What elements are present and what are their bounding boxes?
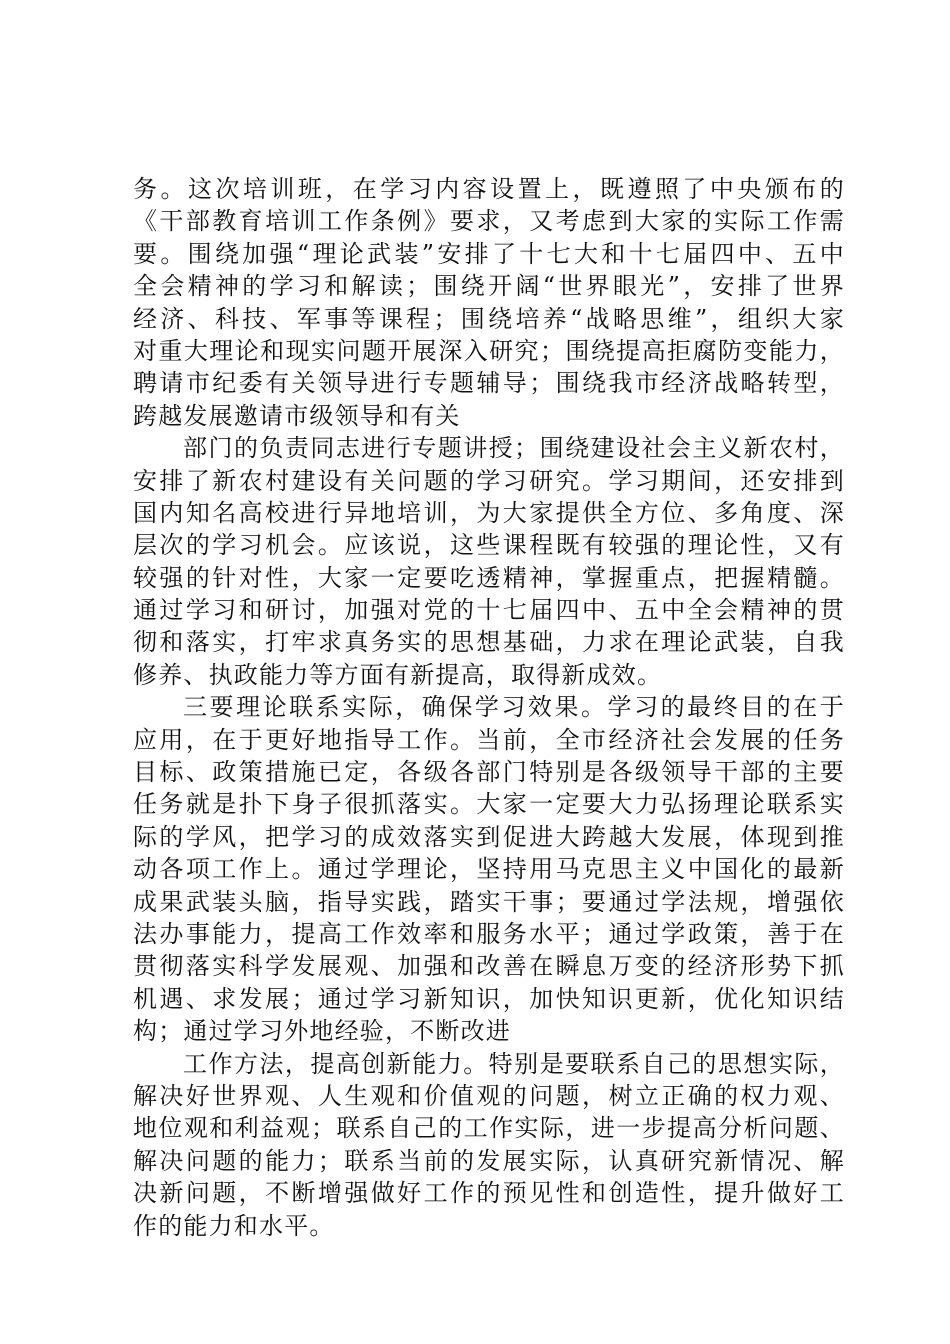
text-line: 贯彻落实科学发展观、加强和改善在瞬息万变的经济形势下抓 — [133, 952, 845, 981]
text-line: 成果武装头脑，指导实践，踏实干事；要通过学法规，增强依 — [133, 887, 845, 916]
text-line: 地位观和利益观；联系自己的工作实际，进一步提高分析问题、 — [133, 1114, 845, 1143]
text-line: 层次的学习机会。应该说，这些课程既有较强的理论性，又有 — [133, 531, 845, 560]
text-line: 部门的负责同志进行专题讲授；围绕建设社会主义新农村， — [183, 434, 845, 463]
body-text — [133, 173, 845, 1242]
text-line: 应用，在于更好地指导工作。当前，全市经济社会发展的任务 — [133, 725, 845, 754]
text-line: 际的学风，把学习的成效落实到促进大跨越大发展，体现到推 — [133, 822, 845, 851]
text-line: 决新问题，不断增强做好工作的预见性和创造性，提升做好工 — [133, 1179, 845, 1208]
text-line: 对重大理论和现实问题开展深入研究；围绕提高拒腐防变能力， — [133, 336, 845, 365]
text-line: 法办事能力，提高工作效率和服务水平；通过学政策，善于在 — [133, 919, 845, 948]
text-line: 要。围绕加强“理论武装”安排了十七大和十七届四中、五中 — [133, 239, 845, 268]
text-line: 较强的针对性，大家一定要吃透精神，掌握重点，把握精髓。 — [133, 563, 845, 592]
text-line: 任务就是扑下身子很抓落实。大家一定要大力弘扬理论联系实 — [133, 790, 845, 819]
text-line: 国内知名高校进行异地培训，为大家提供全方位、多角度、深 — [133, 498, 845, 527]
text-line: 构；通过学习外地经验，不断改进 — [133, 1017, 511, 1046]
text-line: 三要理论联系实际，确保学习效果。学习的最终目的在于 — [183, 693, 845, 722]
text-line: 动各项工作上。通过学理论，坚持用马克思主义中国化的最新 — [133, 855, 845, 884]
text-line: 机遇、求发展；通过学习新知识，加快知识更新，优化知识结 — [133, 984, 845, 1013]
text-line: 通过学习和研讨，加强对党的十七届四中、五中全会精神的贯 — [133, 596, 845, 625]
text-line: 目标、政策措施已定，各级各部门特别是各级领导干部的主要 — [133, 758, 845, 787]
text-line: 务。这次培训班，在学习内容设置上，既遵照了中央颁布的 — [133, 175, 845, 203]
text-line: 聘请市纪委有关领导进行专题辅导；围绕我市经济战略转型， — [133, 369, 845, 398]
text-line: 全会精神的学习和解读；围绕开阔“世界眼光”，安排了世界 — [133, 272, 845, 301]
text-line: 跨越发展邀请市级领导和有关 — [133, 401, 461, 430]
text-line: 彻和落实，打牢求真务实的思想基础，力求在理论武装，自我 — [133, 628, 845, 657]
text-line: 解决问题的能力；联系当前的发展实际，认真研究新情况、解 — [133, 1146, 845, 1175]
text-line: 作的能力和水平。 — [133, 1211, 335, 1240]
text-line: 《干部教育培训工作条例》要求，又考虑到大家的实际工作需 — [133, 207, 845, 236]
text-line: 修养、执政能力等方面有新提高，取得新成效。 — [133, 660, 663, 689]
text-line: 解决好世界观、人生观和价值观的问题，树立正确的权力观、 — [133, 1081, 845, 1110]
text-line: 经济、科技、军事等课程；围绕培养“战略思维”，组织大家 — [133, 304, 845, 333]
text-line: 工作方法，提高创新能力。特别是要联系自己的思想实际， — [183, 1049, 845, 1078]
text-line: 安排了新农村建设有关问题的学习研究。学习期间，还安排到 — [133, 466, 845, 495]
